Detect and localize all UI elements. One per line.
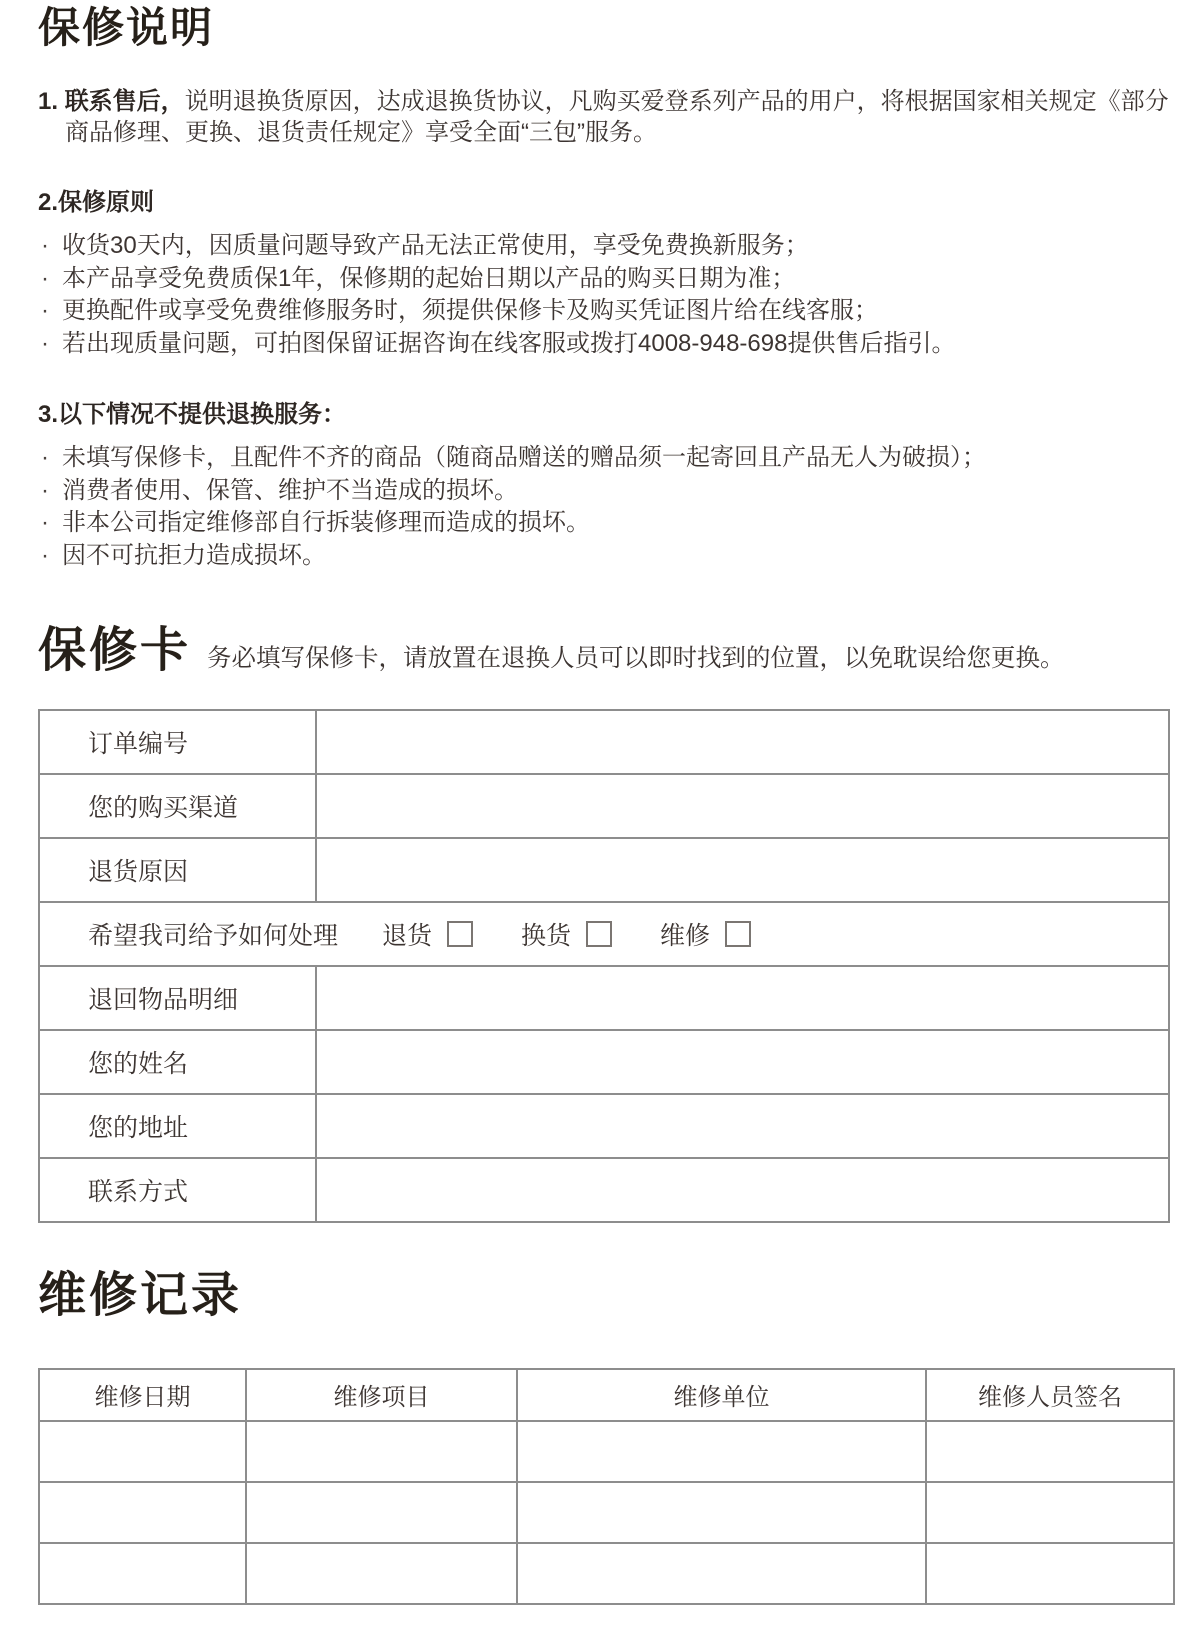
exchange-checkbox[interactable] [586,921,612,947]
field-input-name[interactable] [316,1030,1169,1094]
bullet-text: 非本公司指定维修部自行拆装修理而造成的损坏。 [62,509,590,537]
table-row [39,838,1169,902]
table-row [39,774,1169,838]
list-item [38,475,1170,508]
option-label: 退货 [382,922,433,951]
warranty-card-table [38,709,1170,1223]
bullet-dot: · [41,264,49,292]
field-input-address[interactable] [316,1094,1169,1158]
table-row [39,966,1169,1030]
bullet-dot: · [41,509,49,537]
field-label-return-reason: 退货原因 [39,838,316,902]
section-title-principles: 2.保修原则 [38,189,155,217]
field-label-name: 您的姓名 [39,1030,316,1094]
list-item [38,442,1170,475]
option-label: 换货 [521,922,572,951]
item-number: 1. [38,88,59,116]
bullet-dot: · [41,476,49,504]
repair-record-title: 维修记录 [38,1269,243,1323]
bullet-dot: · [41,444,49,472]
handling-cell [39,902,1169,966]
field-label-purchase-channel: 您的购买渠道 [39,774,316,838]
principles-list [38,230,1172,360]
section-title-exclusions: 3.以下情况不提供退换服务： [38,401,347,429]
table-row [39,1094,1169,1158]
bullet-text: 未填写保修卡，且配件不齐的商品（随商品赠送的赠品须一起寄回且产品无人为破损）； [62,444,986,472]
bullet-dot: · [41,541,49,569]
field-label-contact: 联系方式 [39,1158,316,1222]
empty-cell[interactable] [246,1421,517,1482]
repair-checkbox[interactable] [725,921,751,947]
bullet-dot: · [41,232,49,260]
repair-table-empty-row [39,1543,1174,1604]
empty-cell[interactable] [926,1543,1174,1604]
item-bold-lead: 联系售后， [64,88,185,116]
bullet-dot: · [41,329,49,357]
field-input-returned-items[interactable] [316,966,1169,1030]
return-checkbox[interactable] [447,921,473,947]
table-row [39,1030,1169,1094]
repair-record-table [38,1368,1175,1605]
bullet-text: 因不可抗拒力造成损坏。 [62,541,326,569]
list-item [38,230,1170,263]
repair-table-empty-row [39,1482,1174,1543]
repair-table-header-row [39,1369,1174,1421]
field-label-address: 您的地址 [39,1094,316,1158]
handling-label: 希望我司给予如何处理 [88,922,339,951]
list-item [38,328,1170,361]
empty-cell[interactable] [517,1543,926,1604]
column-header-repair-unit: 维修单位 [517,1369,926,1421]
bullet-text: 本产品享受免费质保1年，保修期的起始日期以产品的购买日期为准； [62,264,796,292]
item-body-text: 说明退换货原因，达成退换货协议，凡购买爱登系列产品的用户，将根据国家相关规定《部分商品修理、更换、退货责任规定》享受全面“三包”服务。 [65,88,1169,147]
empty-cell[interactable] [246,1482,517,1543]
empty-cell[interactable] [517,1421,926,1482]
exclusions-list [38,442,1172,572]
column-header-repair-item: 维修项目 [246,1369,517,1421]
empty-cell[interactable] [39,1482,246,1543]
bullet-dot: · [41,297,49,325]
option-label: 维修 [660,922,711,951]
column-header-repair-date: 维修日期 [39,1369,246,1421]
table-row [39,710,1169,774]
warranty-card-description: 务必填写保修卡，请放置在退换人员可以即时找到的位置，以免耽误给您更换。 [207,645,1065,673]
list-item [38,540,1170,573]
handling-option-exchange [521,916,612,952]
table-row-handling [39,902,1169,966]
handling-option-return [382,916,473,952]
bullet-text: 若出现质量问题，可拍图保留证据咨询在线客服或拨打4008-948-698提供售后指引。 [62,329,956,357]
empty-cell[interactable] [517,1482,926,1543]
empty-cell[interactable] [926,1421,1174,1482]
field-input-order-number[interactable] [316,710,1169,774]
field-input-return-reason[interactable] [316,838,1169,902]
field-input-contact[interactable] [316,1158,1169,1222]
repair-table-empty-row [39,1421,1174,1482]
table-row [39,1158,1169,1222]
empty-cell[interactable] [926,1482,1174,1543]
bullet-text: 收货30天内，因质量问题导致产品无法正常使用，享受免费换新服务； [62,232,809,260]
bullet-text: 消费者使用、保管、维护不当造成的损坏。 [62,476,518,504]
empty-cell[interactable] [246,1543,517,1604]
field-label-order-number: 订单编号 [39,710,316,774]
bullet-text: 更换配件或享受免费维修服务时，须提供保修卡及购买凭证图片给在线客服； [62,297,878,325]
page-title: 保修说明 [38,4,215,51]
warranty-card-header [38,626,1172,676]
contact-aftersales-paragraph [38,86,1170,148]
list-item [38,295,1170,328]
empty-cell[interactable] [39,1421,246,1482]
list-item [38,507,1170,540]
warranty-card-title: 保修卡 [38,624,192,678]
field-input-purchase-channel[interactable] [316,774,1169,838]
handling-option-repair [660,916,751,952]
column-header-repair-signature: 维修人员签名 [926,1369,1174,1421]
empty-cell[interactable] [39,1543,246,1604]
field-label-returned-items: 退回物品明细 [39,966,316,1030]
list-item [38,263,1170,296]
